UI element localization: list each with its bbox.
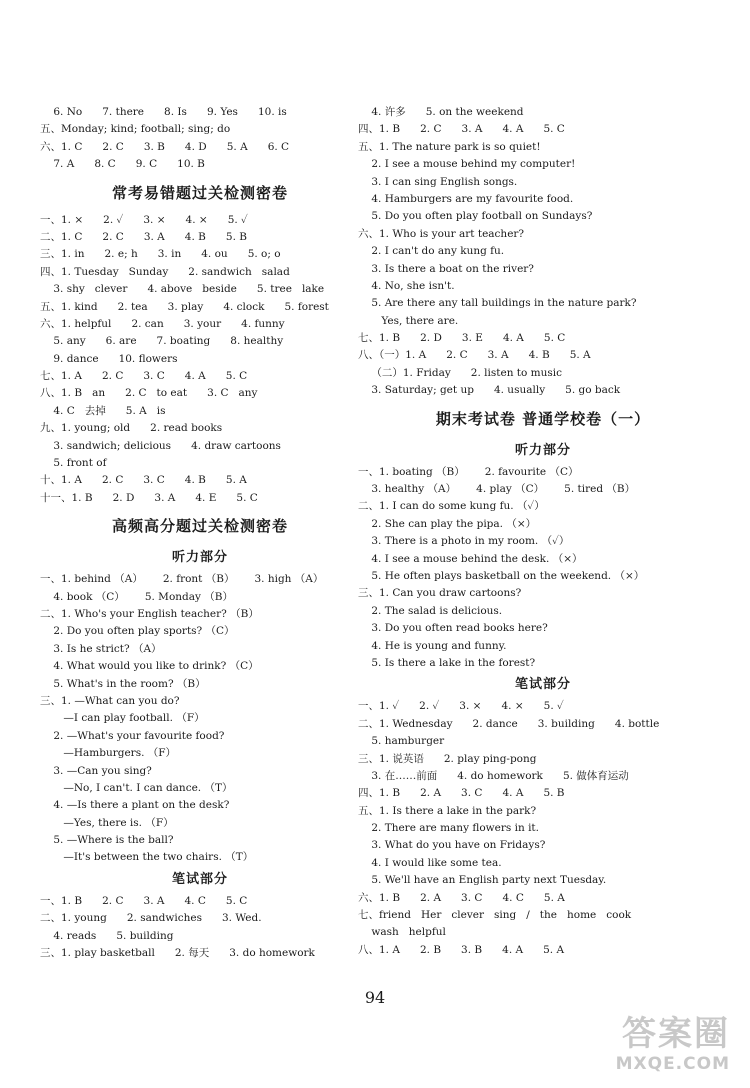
- answer-line: 2. The salad is delicious.: [358, 604, 503, 617]
- answer-line: 三、1. Can you draw cartoons?: [358, 587, 522, 600]
- answer-line: 2. —What's your favourite food?: [40, 729, 225, 742]
- answer-line: 5. any 6. are 7. boating 8. healthy: [40, 335, 284, 348]
- answer-line: 3. 在……前面 4. do homework 5. 做体育运动: [358, 769, 629, 782]
- answer-line: 一、1. B 2. C 3. A 4. C 5. C: [40, 894, 248, 907]
- answer-line: 一、1. ✓ 2. ✓ 3. × 4. × 5. ✓: [358, 700, 564, 713]
- answer-line: 3. sandwich; delicious 4. draw cartoons: [40, 439, 281, 452]
- answer-line: 3. There is a photo in my room. （✓）: [358, 535, 570, 548]
- answer-line: 二、1. Who's your English teacher? （B）: [40, 607, 259, 620]
- answer-line: 5. hamburger: [358, 735, 445, 748]
- section-subtitle: 笔试部分: [514, 677, 571, 693]
- answer-line: 4. Hamburgers are my favourite food.: [358, 192, 574, 205]
- watermark-url: MXQE.COM: [615, 1054, 730, 1074]
- answer-line: （二）1. Friday 2. listen to music: [358, 366, 563, 379]
- answer-line: 4. book （C） 5. Monday （B）: [40, 590, 233, 603]
- answer-line: 二、1. C 2. C 3. A 4. B 5. B: [40, 230, 247, 243]
- answer-line: 二、1. young 2. sandwiches 3. Wed.: [40, 912, 262, 925]
- answer-line: 二、1. I can do some kung fu. （✓）: [358, 500, 545, 513]
- answer-line: 5. Is there a lake in the forest?: [358, 656, 536, 669]
- left-column: [40, 104, 360, 962]
- answer-line: 5. He often plays basketball on the weekend. （×）: [358, 569, 645, 582]
- answer-line: 四、1. B 2. C 3. A 4. A 5. C: [358, 123, 565, 136]
- answer-line: 三、1. —What can you do?: [40, 694, 180, 707]
- answer-line: 五、1. Is there a lake in the park?: [358, 804, 537, 817]
- answer-line: 5. —Where is the ball?: [40, 834, 174, 847]
- answer-line: 3. healthy （A） 4. play （C） 5. tired （B）: [358, 483, 636, 496]
- answer-line: 5. front of: [40, 457, 107, 470]
- section-subtitle: 听力部分: [514, 442, 571, 458]
- section-title: 期末考试卷 普通学校卷（一）: [435, 409, 651, 428]
- answer-line: 三、1. in 2. e; h 3. in 4. ou 5. o; o: [40, 248, 281, 261]
- answer-line: —I can play football. （F）: [40, 712, 205, 725]
- answer-line: 一、1. boating （B） 2. favourite （C）: [358, 465, 579, 478]
- answer-line: 3. Saturday; get up 4. usually 5. go back: [358, 384, 621, 397]
- answer-line: 4. He is young and funny.: [358, 639, 507, 652]
- watermark-text: 答案圈: [622, 1014, 730, 1054]
- answer-line: 5. Are there any tall buildings in the nature park?: [358, 297, 637, 310]
- answer-line: 3. I can sing English songs.: [358, 175, 518, 188]
- answer-line: 七、1. A 2. C 3. C 4. A 5. C: [40, 370, 248, 383]
- answer-line: 五、1. kind 2. tea 3. play 4. clock 5. forest: [40, 300, 329, 313]
- answer-line: 5. We'll have an English party next Tuesday.: [358, 874, 607, 887]
- answer-line: 4. I see a mouse behind the desk. （×）: [358, 552, 583, 565]
- answer-line: —Yes, there is. （F）: [40, 816, 174, 829]
- answer-line: 2. I see a mouse behind my computer!: [358, 158, 576, 171]
- section-subtitle: 笔试部分: [171, 871, 228, 887]
- answer-line: 五、Monday; kind; football; sing; do: [40, 123, 231, 136]
- answer-line: 5. What's in the room? （B）: [40, 677, 206, 690]
- answer-line: 五、1. The nature park is so quiet!: [358, 140, 541, 153]
- answer-line: Yes, there are.: [358, 314, 459, 327]
- answer-line: 四、1. Tuesday Sunday 2. sandwich salad: [40, 265, 290, 278]
- answer-line: 5. Do you often play football on Sundays?: [358, 210, 593, 223]
- answer-line: —Hamburgers. （F）: [40, 747, 177, 760]
- answer-line: —It's between the two chairs. （T）: [40, 851, 254, 864]
- answer-line: 一、1. × 2. ✓ 3. × 4. × 5. ✓: [40, 213, 248, 226]
- answer-line: 六、1. B 2. A 3. C 4. C 5. A: [358, 891, 565, 904]
- answer-line: 4. reads 5. building: [40, 929, 174, 942]
- watermark-logo: [596, 1006, 736, 1080]
- answer-line: 3. Is there a boat on the river?: [358, 262, 534, 275]
- section-subtitle: 听力部分: [171, 550, 228, 566]
- answer-line: 七、friend Her clever sing / the home cook: [358, 909, 632, 922]
- answer-line: 三、1. 说英语 2. play ping-pong: [358, 752, 537, 765]
- page-number: 94: [364, 988, 386, 1007]
- answer-line: 4. C 去掉 5. A is: [40, 404, 166, 417]
- answer-line: 9. dance 10. flowers: [40, 352, 178, 365]
- answer-line: 3. shy clever 4. above beside 5. tree lake: [40, 283, 325, 296]
- section-title: 常考易错题过关检测密卷: [111, 183, 288, 202]
- answer-line: 4. —Is there a plant on the desk?: [40, 799, 230, 812]
- answer-line: 6. No 7. there 8. Is 9. Yes 10. is: [40, 106, 287, 118]
- answer-line: 二、1. Wednesday 2. dance 3. building 4. bottle: [358, 717, 660, 730]
- answer-line: 4. What would you like to drink? （C）: [40, 660, 259, 673]
- answer-line: 3. Do you often read books here?: [358, 622, 548, 635]
- answer-line: 4. 许多 5. on the weekend: [358, 106, 524, 118]
- answer-line: 六、1. Who is your art teacher?: [358, 227, 525, 240]
- section-title: 高频高分题过关检测密卷: [111, 517, 288, 536]
- answer-line: 八、1. A 2. B 3. B 4. A 5. A: [358, 943, 565, 956]
- answer-line: 八、（一）1. A 2. C 3. A 4. B 5. A: [358, 349, 591, 362]
- answer-line: 十一、1. B 2. D 3. A 4. E 5. C: [40, 491, 258, 504]
- answer-line: 2. Do you often play sports? （C）: [40, 625, 235, 638]
- answer-line: 3. —Can you sing?: [40, 764, 152, 777]
- answer-line: 3. What do you have on Fridays?: [358, 839, 546, 852]
- answer-line: 7. A 8. C 9. C 10. B: [40, 158, 205, 171]
- answer-line: 四、1. B 2. A 3. C 4. A 5. B: [358, 787, 565, 800]
- answer-line: 九、1. young; old 2. read books: [40, 422, 223, 435]
- answer-line: 六、1. helpful 2. can 3. your 4. funny: [40, 317, 285, 330]
- right-column: [358, 104, 728, 959]
- answer-line: 八、1. B an 2. C to eat 3. C any: [40, 387, 258, 400]
- answer-line: 三、1. play basketball 2. 每天 3. do homework: [40, 947, 315, 960]
- answer-line: 2. She can play the pipa. （×）: [358, 517, 537, 530]
- answer-line: 七、1. B 2. D 3. E 4. A 5. C: [358, 332, 566, 345]
- answer-line: 一、1. behind （A） 2. front （B） 3. high （A）: [40, 573, 324, 586]
- answer-line: 六、1. C 2. C 3. B 4. D 5. A 6. C: [40, 140, 290, 153]
- answer-line: wash helpful: [358, 926, 446, 939]
- answer-line: 十、1. A 2. C 3. C 4. B 5. A: [40, 474, 247, 487]
- answer-line: 3. Is he strict? （A）: [40, 642, 162, 655]
- answer-line: 2. I can't do any kung fu.: [358, 245, 505, 258]
- answer-line: 4. I would like some tea.: [358, 856, 502, 869]
- answer-line: —No, I can't. I can dance. （T）: [40, 781, 233, 794]
- answer-line: 2. There are many flowers in it.: [358, 822, 539, 835]
- answer-line: 4. No, she isn't.: [358, 279, 455, 292]
